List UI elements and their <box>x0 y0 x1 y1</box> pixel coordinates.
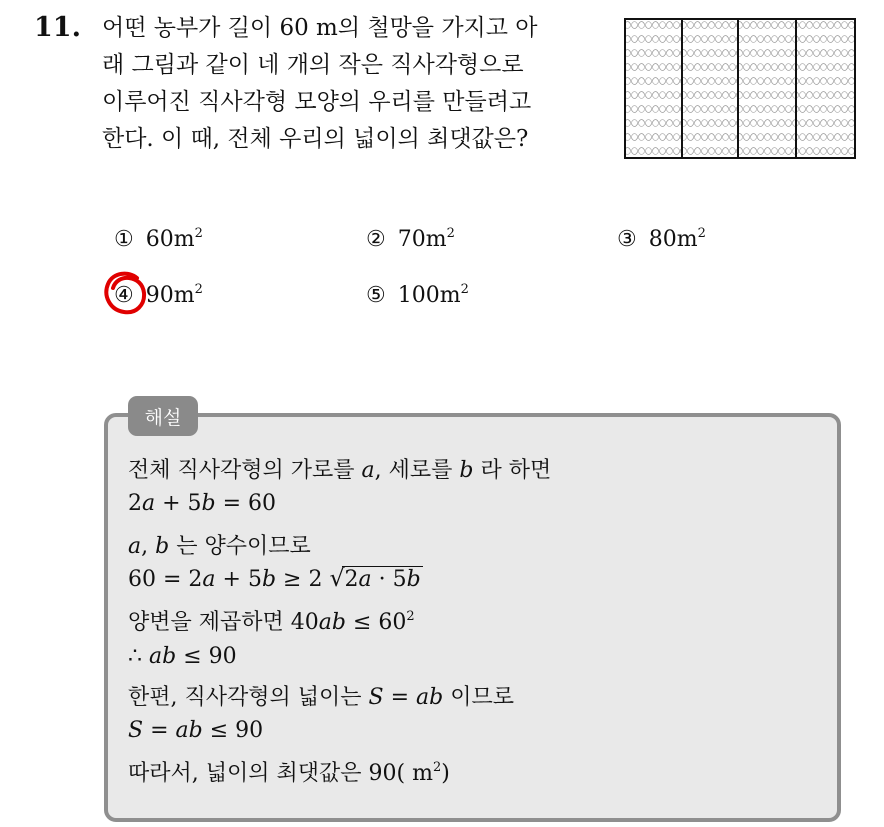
solution-label: 해설 <box>128 396 198 436</box>
solution-line: 한편, 직사각형의 넓이는 S = ab 이므로 <box>128 685 514 710</box>
fence-mesh <box>625 19 855 158</box>
choice-number: ⑤ <box>366 283 386 308</box>
choice-number: ④ <box>114 283 134 308</box>
choice-exponent: 2 <box>446 226 455 241</box>
choice-1[interactable] <box>114 226 203 252</box>
choice-exponent: 2 <box>194 226 203 241</box>
solution-line: 전체 직사각형의 가로를 a, 세로를 b 라 하면 <box>128 458 552 483</box>
answer-mark-circle <box>103 269 149 317</box>
choice-number: ③ <box>617 227 637 252</box>
choice-3[interactable] <box>617 226 706 252</box>
choice-value: 60m <box>145 227 195 252</box>
choice-value: 80m <box>648 227 698 252</box>
choice-exponent: 2 <box>194 282 203 297</box>
square-root: √ 2a · 5b <box>329 564 421 592</box>
choice-2[interactable] <box>366 226 455 252</box>
choice-value: 100m <box>397 283 461 308</box>
choice-exponent: 2 <box>697 226 706 241</box>
choice-number: ② <box>366 227 386 252</box>
solution-line: ∴ ab ≤ 90 <box>128 644 237 669</box>
question-line: 래 그림과 같이 네 개의 작은 직사각형으로 <box>102 52 524 78</box>
solution-line: 2a + 5b = 60 <box>128 491 277 516</box>
solution-line: S = ab ≤ 90 <box>128 718 264 743</box>
question-text <box>102 10 602 158</box>
solution-line: 따라서, 넓이의 최댓값은 90( $m^2$) <box>128 760 450 786</box>
problem-number: 11. <box>34 12 81 43</box>
choice-exponent: 2 <box>460 282 469 297</box>
fence-figure <box>624 18 856 159</box>
solution-line: 양변을 제곱하면 $40ab \le 60^2$ <box>128 609 415 635</box>
question-line: 이루어진 직사각형 모양의 우리를 만들려고 <box>102 89 532 115</box>
choice-value: 70m <box>397 227 447 252</box>
solution-line: 60 = 2a + 5b ≥ 2 √ 2a · 5b <box>128 564 421 592</box>
choice-5[interactable] <box>366 282 469 308</box>
choice-value: 90m <box>145 283 195 308</box>
question-line: 한다. 이 때, 전체 우리의 넓이의 최댓값은? <box>102 126 529 152</box>
choice-number: ① <box>114 227 134 252</box>
question-line: 어떤 농부가 길이 60 m의 철망을 가지고 아 <box>102 15 538 41</box>
solution-line: a, b 는 양수이므로 <box>128 534 311 559</box>
